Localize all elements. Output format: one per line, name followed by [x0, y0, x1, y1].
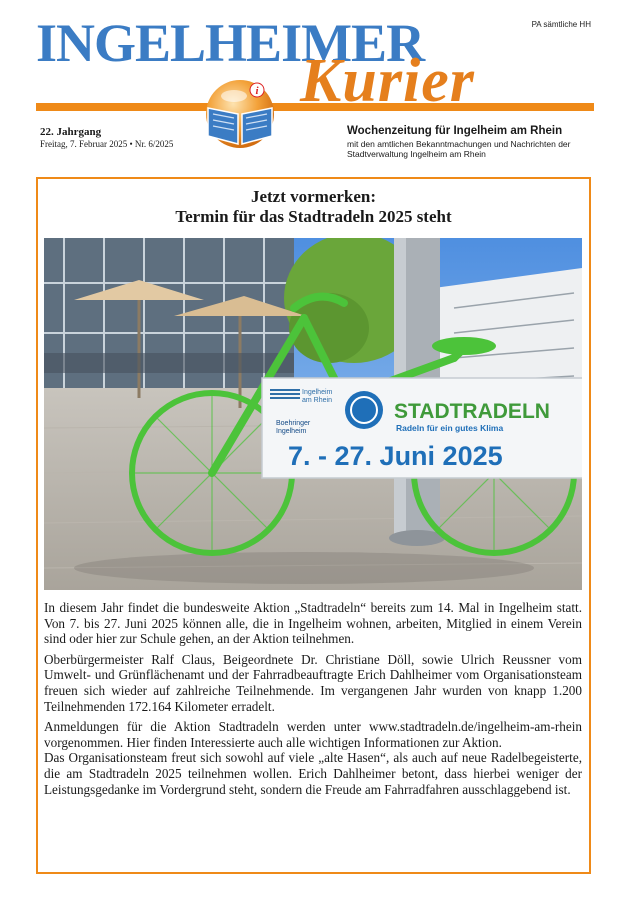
issue-info	[40, 126, 173, 149]
headline-line-1: Jetzt vormerken:	[250, 187, 377, 206]
subtitle: mit den amtlichen Bekanntmachungen und Nachrichten der Stadtverwaltung Ingelheim am Rhein	[347, 139, 571, 159]
sign-dates: 7. - 27. Juni 2025	[288, 441, 503, 471]
sign-slogan: Radeln für ein gutes Klima	[396, 423, 504, 433]
article-headline	[36, 187, 591, 227]
tagline: Wochenzeitung für Ingelheim am Rhein	[347, 125, 563, 137]
article-paragraph-2: Oberbürgermeister Ralf Claus, Beigeordnete Dr. Christiane Döll, sowie Ulrich Reussner vom Umwelt- und Grünflächenamt und der Fahrradbeauftragte Erich Dahlheimer vom Organisationsteam freuen sich wieder auf zahlreiche Teilnehmende. Im vergangenen Jahr wurden von knapp 1.200 Teilnehmenden 172.164 Kilometer erradelt.	[44, 651, 582, 714]
article-paragraph-1: In diesem Jahr findet die bundesweite Aktion „Stadtradeln“ bereits zum 14. Mal in Ingelheim statt. Von 7. bis 27. Juni 2025 können alle, die in Ingelheim wohnen, arbeiten, Mitglied in einem Verein sind oder hier zur Schule gehen, an der Aktion teilnehmen.	[44, 600, 582, 647]
article-body	[44, 600, 582, 802]
sign-org2-line1: Boehringer	[276, 420, 311, 427]
sign-brand: STADTRADELN	[394, 400, 550, 423]
edition-note: PA sämtliche HH	[531, 20, 591, 29]
article-paragraph-4: Das Organisationsteam freut sich sowohl auf viele „alte Hasen“, als auch auf neue Radelbegeisterte, die am Stadtradeln 2025 teilnehmen wollen. Erich Dahlheimer betont, dass hierbei weniger der Leistungsgedanke im Vordergrund steht, sondern die Freude am Fahrradfahren ausschlaggebend ist.	[44, 750, 582, 797]
masthead-script-title: Kurier	[300, 47, 475, 115]
sign-org1-line1: Ingelheim	[302, 389, 333, 396]
headline-line-2: Termin für das Stadtradeln 2025 steht	[175, 207, 452, 226]
bicycle-photo	[44, 238, 582, 590]
article-photo	[44, 238, 582, 590]
volume-label: 22. Jahrgang	[40, 126, 102, 138]
masthead	[0, 0, 625, 125]
paper-description	[347, 125, 592, 159]
svg-text:i: i	[255, 85, 259, 97]
issue-date: Freitag, 7. Februar 2025 • Nr. 6/2025	[40, 139, 174, 149]
sign-org1-line2: am Rhein	[302, 397, 332, 404]
sign-org2-line2: Ingelheim	[276, 428, 307, 435]
open-book-logo-icon	[200, 74, 280, 154]
masthead-title: INGELHEIMER	[36, 13, 425, 73]
article-paragraph-3: Anmeldungen für die Aktion Stadtradeln werden unter www.stadtradeln.de/ingelheim-am-rhein vorgenommen. Hier finden Interessierte auch alle wichtigen Informationen zur Aktion.	[44, 719, 582, 750]
